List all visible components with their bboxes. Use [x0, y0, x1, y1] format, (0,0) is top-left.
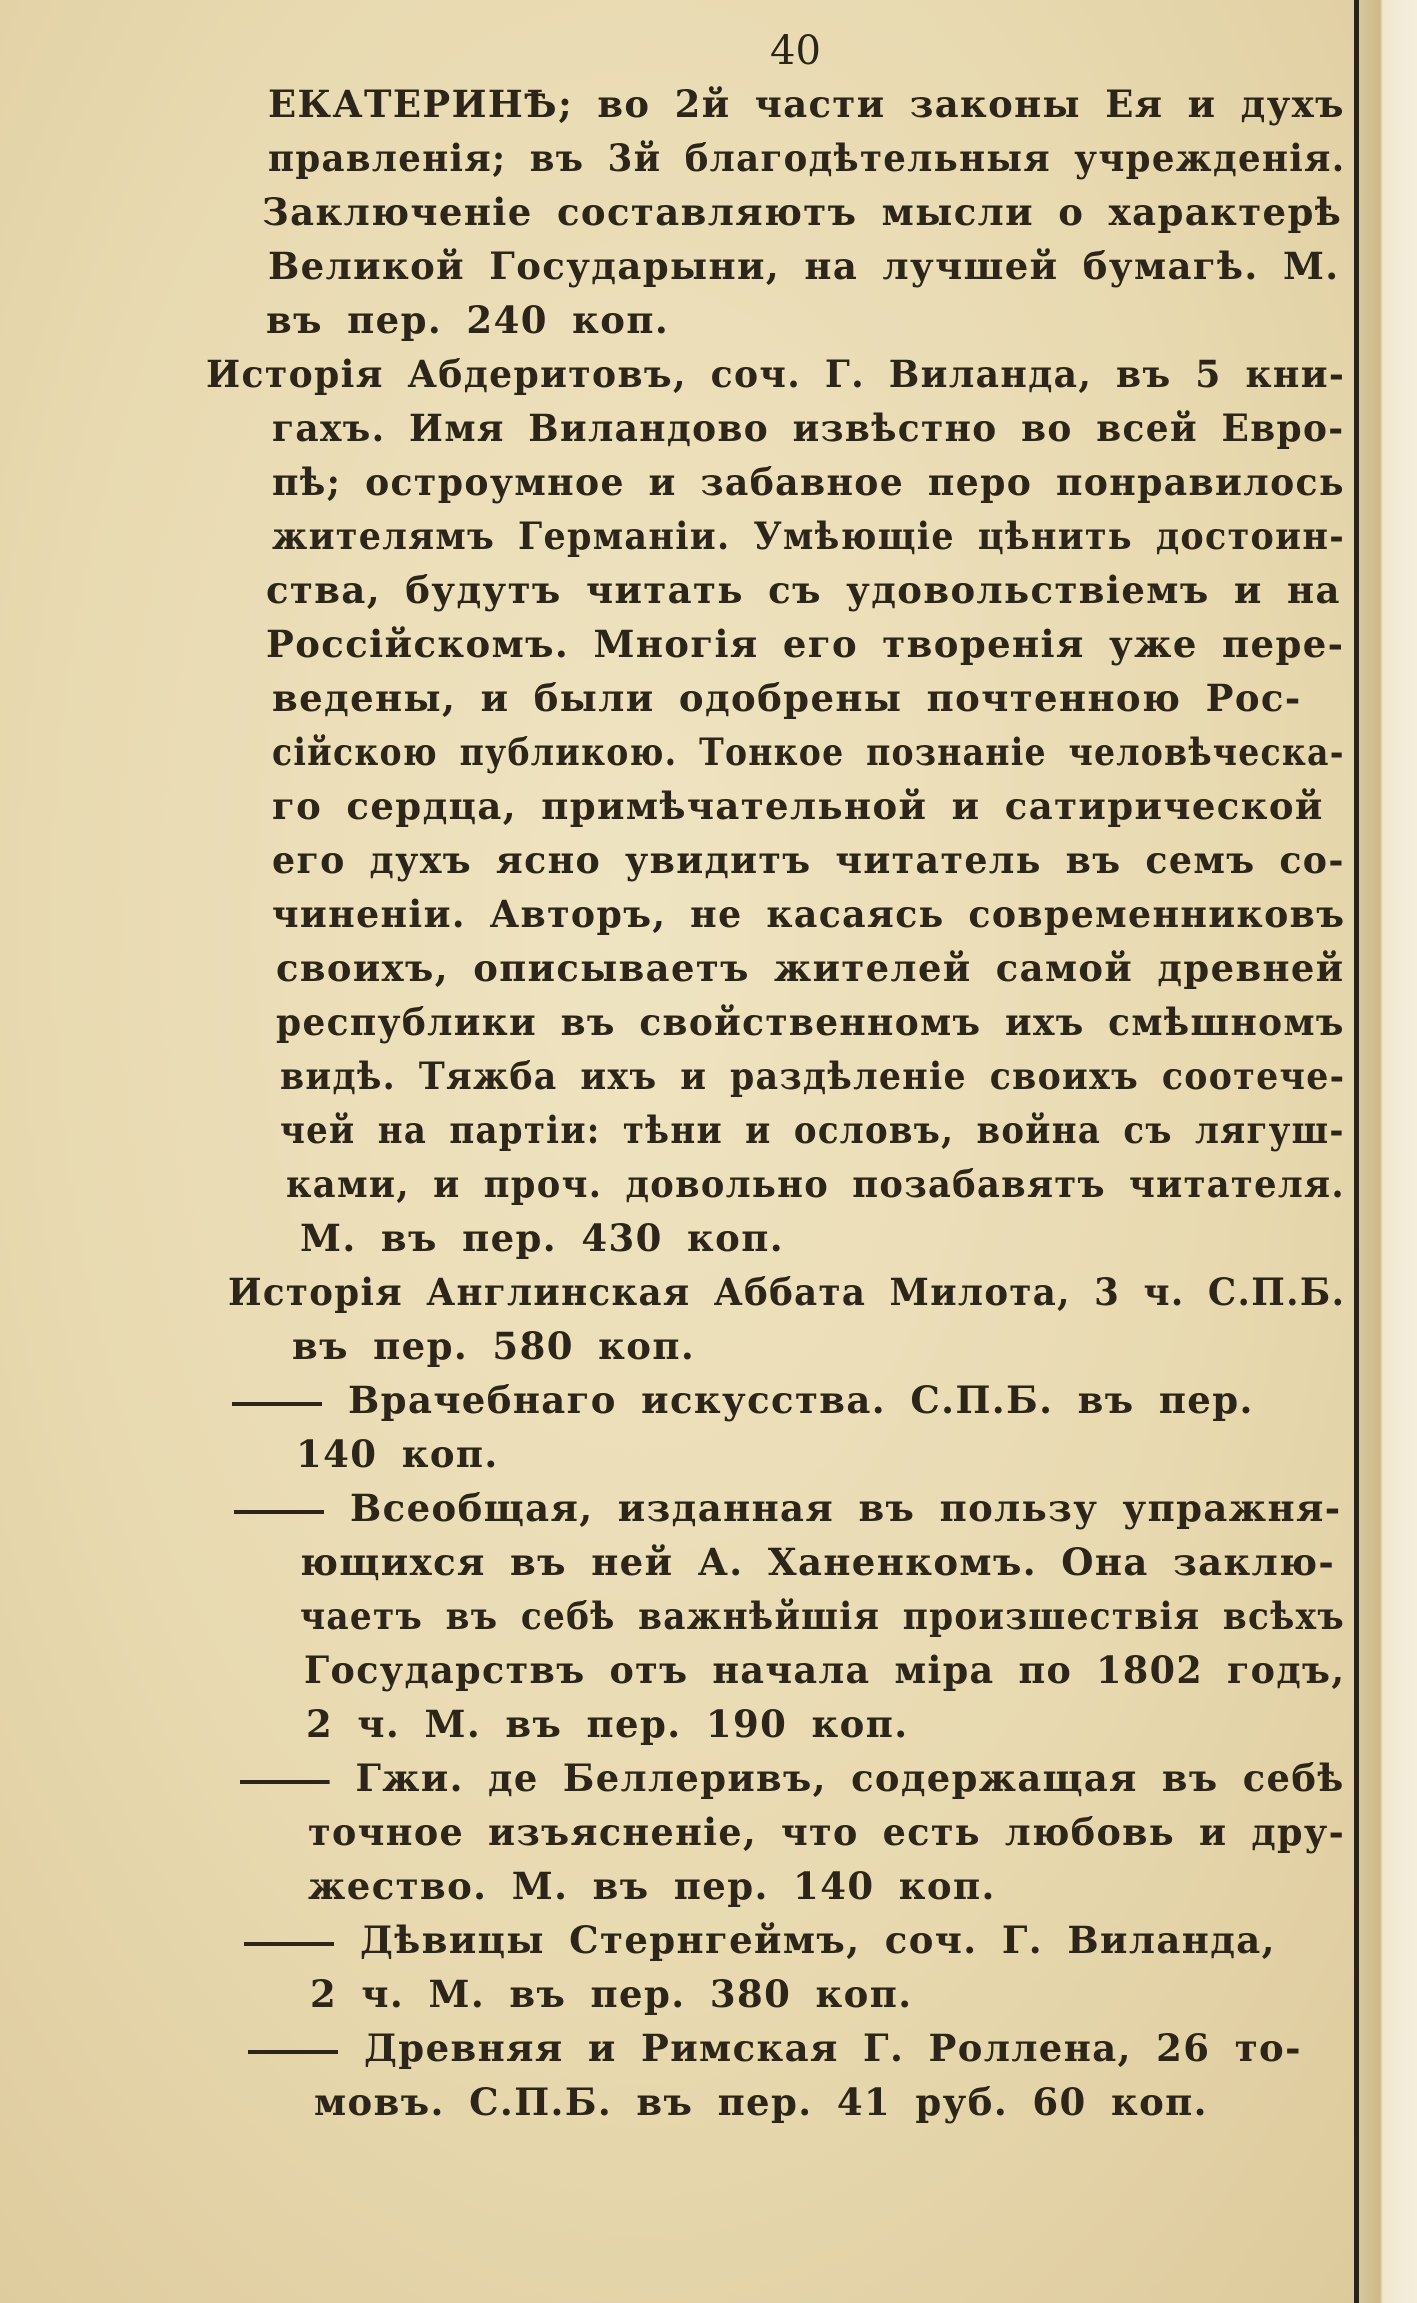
text-line: Дѣвицы Стернгеймъ, соч. Г. Виланда, — [244, 1922, 1276, 1959]
ditto-dash — [234, 1510, 324, 1514]
text-line: ведены, и были одобрены почтенною Рос- — [272, 676, 1302, 720]
text-line: го сердца, примѣчательной и сатирической — [272, 784, 1324, 828]
text-line: правленія; въ 3й благодѣтельныя учрежденія. — [268, 136, 1346, 180]
text-line: видѣ. Тяжба ихъ и раздѣленіе своихъ соотече- — [280, 1054, 1346, 1098]
text-line: чей на партіи: тѣни и ословъ, война съ лягуш- — [280, 1108, 1345, 1152]
text-line: ства, будутъ читать съ удовольствіемъ и на — [266, 568, 1341, 612]
text-line: въ пер. 240 коп. — [266, 298, 670, 342]
text-line: 2 ч. М. въ пер. 380 коп. — [310, 1972, 913, 2016]
text-line: Великой Государыни, на лучшей бумагѣ. М. — [268, 244, 1340, 288]
text-line: ющихся въ ней А. Ханенкомъ. Она заклю- — [300, 1540, 1336, 1584]
text-line: 2 ч. М. въ пер. 190 коп. — [306, 1702, 909, 1746]
page-edge-shadow — [1354, 0, 1359, 2303]
text-line: пѣ; остроумное и забавное перо понравилось — [272, 460, 1345, 504]
text-line: Всеобщая, изданная въ пользу упражня- — [234, 1490, 1342, 1527]
text-line: мовъ. С.П.Б. въ пер. 41 руб. 60 коп. — [314, 2080, 1208, 2124]
text-line: Древняя и Римская Г. Роллена, 26 то- — [248, 2030, 1302, 2067]
ditto-dash — [248, 2050, 338, 2054]
text-line: его духъ ясно увидитъ читатель въ семъ со- — [272, 838, 1345, 882]
text-line: Исторія Абдеритовъ, соч. Г. Виланда, въ 5 кни- — [206, 352, 1346, 396]
text-line: Исторія Англинская Аббата Милота, 3 ч. С.П.Б. — [228, 1270, 1346, 1314]
text-line: республики въ свойственномъ ихъ смѣшномъ — [276, 1000, 1345, 1044]
text-line: Россійскомъ. Многія его творенія уже пере- — [266, 622, 1345, 666]
text-line: чаетъ въ себѣ важнѣйшія произшествія всѣхъ — [300, 1594, 1345, 1638]
page-number: 40 — [770, 28, 821, 74]
text-line: жество. М. въ пер. 140 коп. — [308, 1864, 996, 1908]
ditto-dash — [244, 1942, 334, 1946]
ditto-dash — [232, 1402, 322, 1406]
text-line: чиненіи. Авторъ, не касаясь современниковъ — [272, 892, 1346, 936]
text-line: Врачебнаго искусства. С.П.Б. въ пер. — [232, 1382, 1254, 1419]
text-line: въ пер. 580 коп. — [292, 1324, 696, 1368]
text-line: ЕКАТЕРИНѢ; во 2й части законы Ея и духъ — [268, 82, 1345, 126]
text-line: Заключеніе составляютъ мысли о характерѣ — [262, 190, 1343, 234]
text-line: точное изъясненіе, что есть любовь и дру- — [308, 1810, 1346, 1854]
text-line: гахъ. Имя Виландово извѣстно во всей Евро- — [272, 406, 1345, 450]
text-line: сійскою публикою. Тонкое познаніе человѣческа- — [272, 730, 1345, 774]
text-line: ками, и проч. довольно позабавятъ читателя. — [286, 1162, 1346, 1206]
page-gutter — [1355, 0, 1417, 2303]
text-line: Гжи. де Беллеривъ, содержащая въ себѣ — [240, 1760, 1345, 1797]
text-line: Государствъ отъ начала міра по 1802 годъ, — [304, 1648, 1346, 1692]
ditto-dash — [240, 1780, 330, 1784]
text-line: 140 коп. — [296, 1432, 499, 1476]
text-line: М. въ пер. 430 коп. — [300, 1216, 785, 1260]
text-line: своихъ, описываетъ жителей самой древней — [276, 946, 1345, 990]
text-line: жителямъ Германіи. Умѣющіе цѣнить достоин- — [272, 514, 1346, 558]
